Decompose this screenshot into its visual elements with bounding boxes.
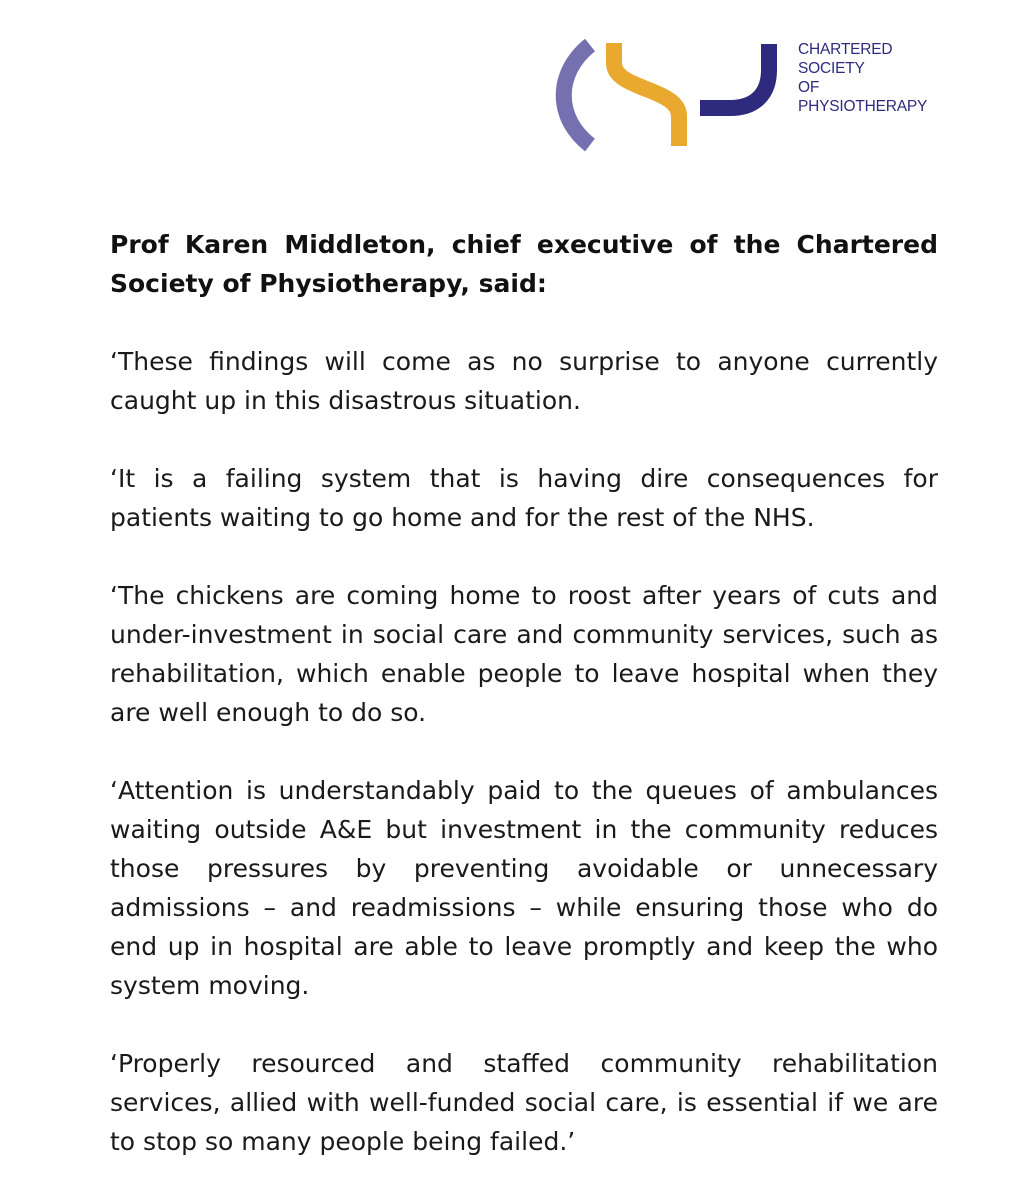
csp-logo-mark — [555, 38, 785, 153]
statement-paragraph: ‘It is a failing system that is having dire consequences for patients waiting to go home and for the rest of the NHS. — [110, 464, 938, 532]
logo-line: OF — [798, 79, 820, 96]
logo-line: PHYSIOTHERAPY — [798, 98, 928, 115]
csp-logo — [555, 38, 955, 153]
statement-paragraph: ‘These findings will come as no surprise to anyone currently caught up in this disastrous situation. — [110, 347, 938, 415]
logo-line: SOCIETY — [798, 60, 865, 77]
logo-right-arc — [700, 44, 769, 108]
logo-line: CHARTERED — [798, 41, 893, 58]
statement-intro: Prof Karen Middleton, chief executive of the Chartered Society of Physiotherapy, said: — [110, 230, 938, 298]
statement-paragraph: ‘Attention is understandably paid to the queues of ambulances waiting outside A&E but investment in the community reduces those pressures by preventing avoidable or unnecessary admissions – and readmissions – while ensuring those who do end up in hospital are able to leave promptly and keep the who system moving. — [110, 776, 938, 1000]
statement-paragraph: ‘The chickens are coming home to roost after years of cuts and under-investment in social care and community services, such as rehabilitation, which enable people to leave hospital when they are well enough to do so. — [110, 581, 938, 727]
statement-paragraph: ‘Properly resourced and staffed community rehabilitation services, allied with well-funded social care, is essential if we are to stop so many people being failed.’ — [110, 1049, 938, 1156]
logo-left-arc — [564, 45, 590, 145]
logo-wordmark — [798, 40, 927, 116]
logo-middle-stroke — [614, 43, 679, 146]
statement-body — [110, 225, 938, 1200]
